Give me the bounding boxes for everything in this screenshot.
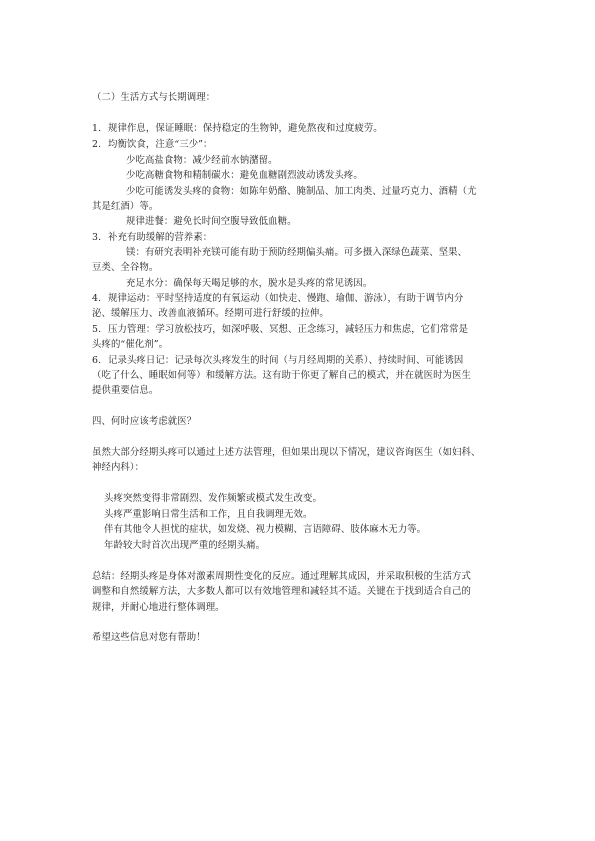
diet-tip-salt: 少吃高盐食物：减少经前水钠潴留。: [126, 155, 278, 166]
list-number: 3.: [92, 232, 102, 243]
summary-paragraph: 总结：经期头疼是身体对激素周期性变化的反应。通过理解其成因，并采取积极的生活方式: [92, 571, 472, 582]
nutrient-magnesium: 镁：有研究表明补充镁可能有助于预防经期偏头痛。可多摄入深绿色蔬菜、坚果、: [126, 247, 468, 258]
nutrient-magnesium-cont: 豆类、全谷物。: [92, 262, 159, 273]
warning-item: 头疼突然变得非常剧烈、发作频繁或模式发生改变。: [104, 493, 322, 504]
list-text-cont: （吃了什么、睡眠如何等）和缓解方法。这有助于你更了解自己的模式，并在就医时为医生: [92, 370, 472, 381]
list-number: 5.: [92, 324, 102, 335]
summary-paragraph-cont: 调整和自然缓解方法，大多数人都可以有效地管理和减轻其不适。关键在于找到适合自己的: [92, 586, 472, 597]
warning-item: 头疼严重影响日常生活和工作，且自我调理无效。: [104, 509, 313, 520]
list-number: 6.: [92, 355, 102, 366]
list-text: 均衡饮食，注意“三少”：: [108, 139, 213, 150]
list-text-cont: 头疼的“催化剂”。: [92, 339, 169, 350]
section-heading-lifestyle: （二）生活方式与长期调理：: [92, 92, 216, 103]
list-text: 规律运动：平时坚持适度的有氧运动（如快走、慢跑、瑜伽、游泳），有助于调节内分: [108, 293, 464, 304]
diet-tip-triggers-cont: 其是红酒）等。: [92, 201, 159, 212]
list-text: 记录头疼日记：记录每次头疼发生的时间（与月经周期的关系）、持续时间、可能诱因: [108, 355, 464, 366]
nutrient-water: 充足水分：确保每天喝足够的水，脱水是头疼的常见诱因。: [126, 278, 373, 289]
summary-paragraph-cont: 规律，并耐心地进行整体调理。: [92, 602, 225, 613]
closing-line: 希望这些信息对您有帮助！: [92, 632, 206, 643]
list-text: 补充有助缓解的营养素：: [108, 232, 213, 243]
paragraph-intro: 虽然大部分经期头疼可以通过上述方法管理，但如果出现以下情况，建议咨询医生（如妇科、: [92, 447, 481, 458]
diet-tip-triggers: 少吃可能诱发头疼的食物：如陈年奶酪、腌制品、加工肉类、过量巧克力、酒精（尤: [126, 186, 477, 197]
list-text-cont: 泌、缓解压力、改善血液循环。经期可进行舒缓的拉伸。: [92, 308, 329, 319]
paragraph-intro-cont: 神经内科）：: [92, 462, 145, 473]
list-number: 4.: [92, 293, 102, 304]
list-number: 2.: [92, 139, 102, 150]
list-text: 压力管理：学习放松技巧，如深呼吸、冥想、正念练习，减轻压力和焦虑，它们常常是: [108, 324, 469, 335]
warning-item: 年龄较大时首次出现严重的经期头痛。: [104, 540, 266, 551]
list-text: 规律作息，保证睡眠：保持稳定的生物钟，避免熬夜和过度疲劳。: [108, 123, 383, 134]
list-text-cont: 提供重要信息。: [92, 385, 159, 396]
list-number: 1.: [92, 123, 102, 134]
warning-item: 伴有其他令人担忧的症状，如发烧、视力模糊、言语障碍、肢体麻木无力等。: [104, 524, 427, 535]
diet-tip-regular-meals: 规律进餐：避免长时间空腹导致低血糖。: [126, 216, 297, 227]
section-heading-when-to-see-doctor: 四、何时应该考虑就医？: [92, 416, 197, 427]
diet-tip-sugar: 少吃高糖食物和精制碳水：避免血糖剧烈波动诱发头疼。: [126, 170, 363, 181]
